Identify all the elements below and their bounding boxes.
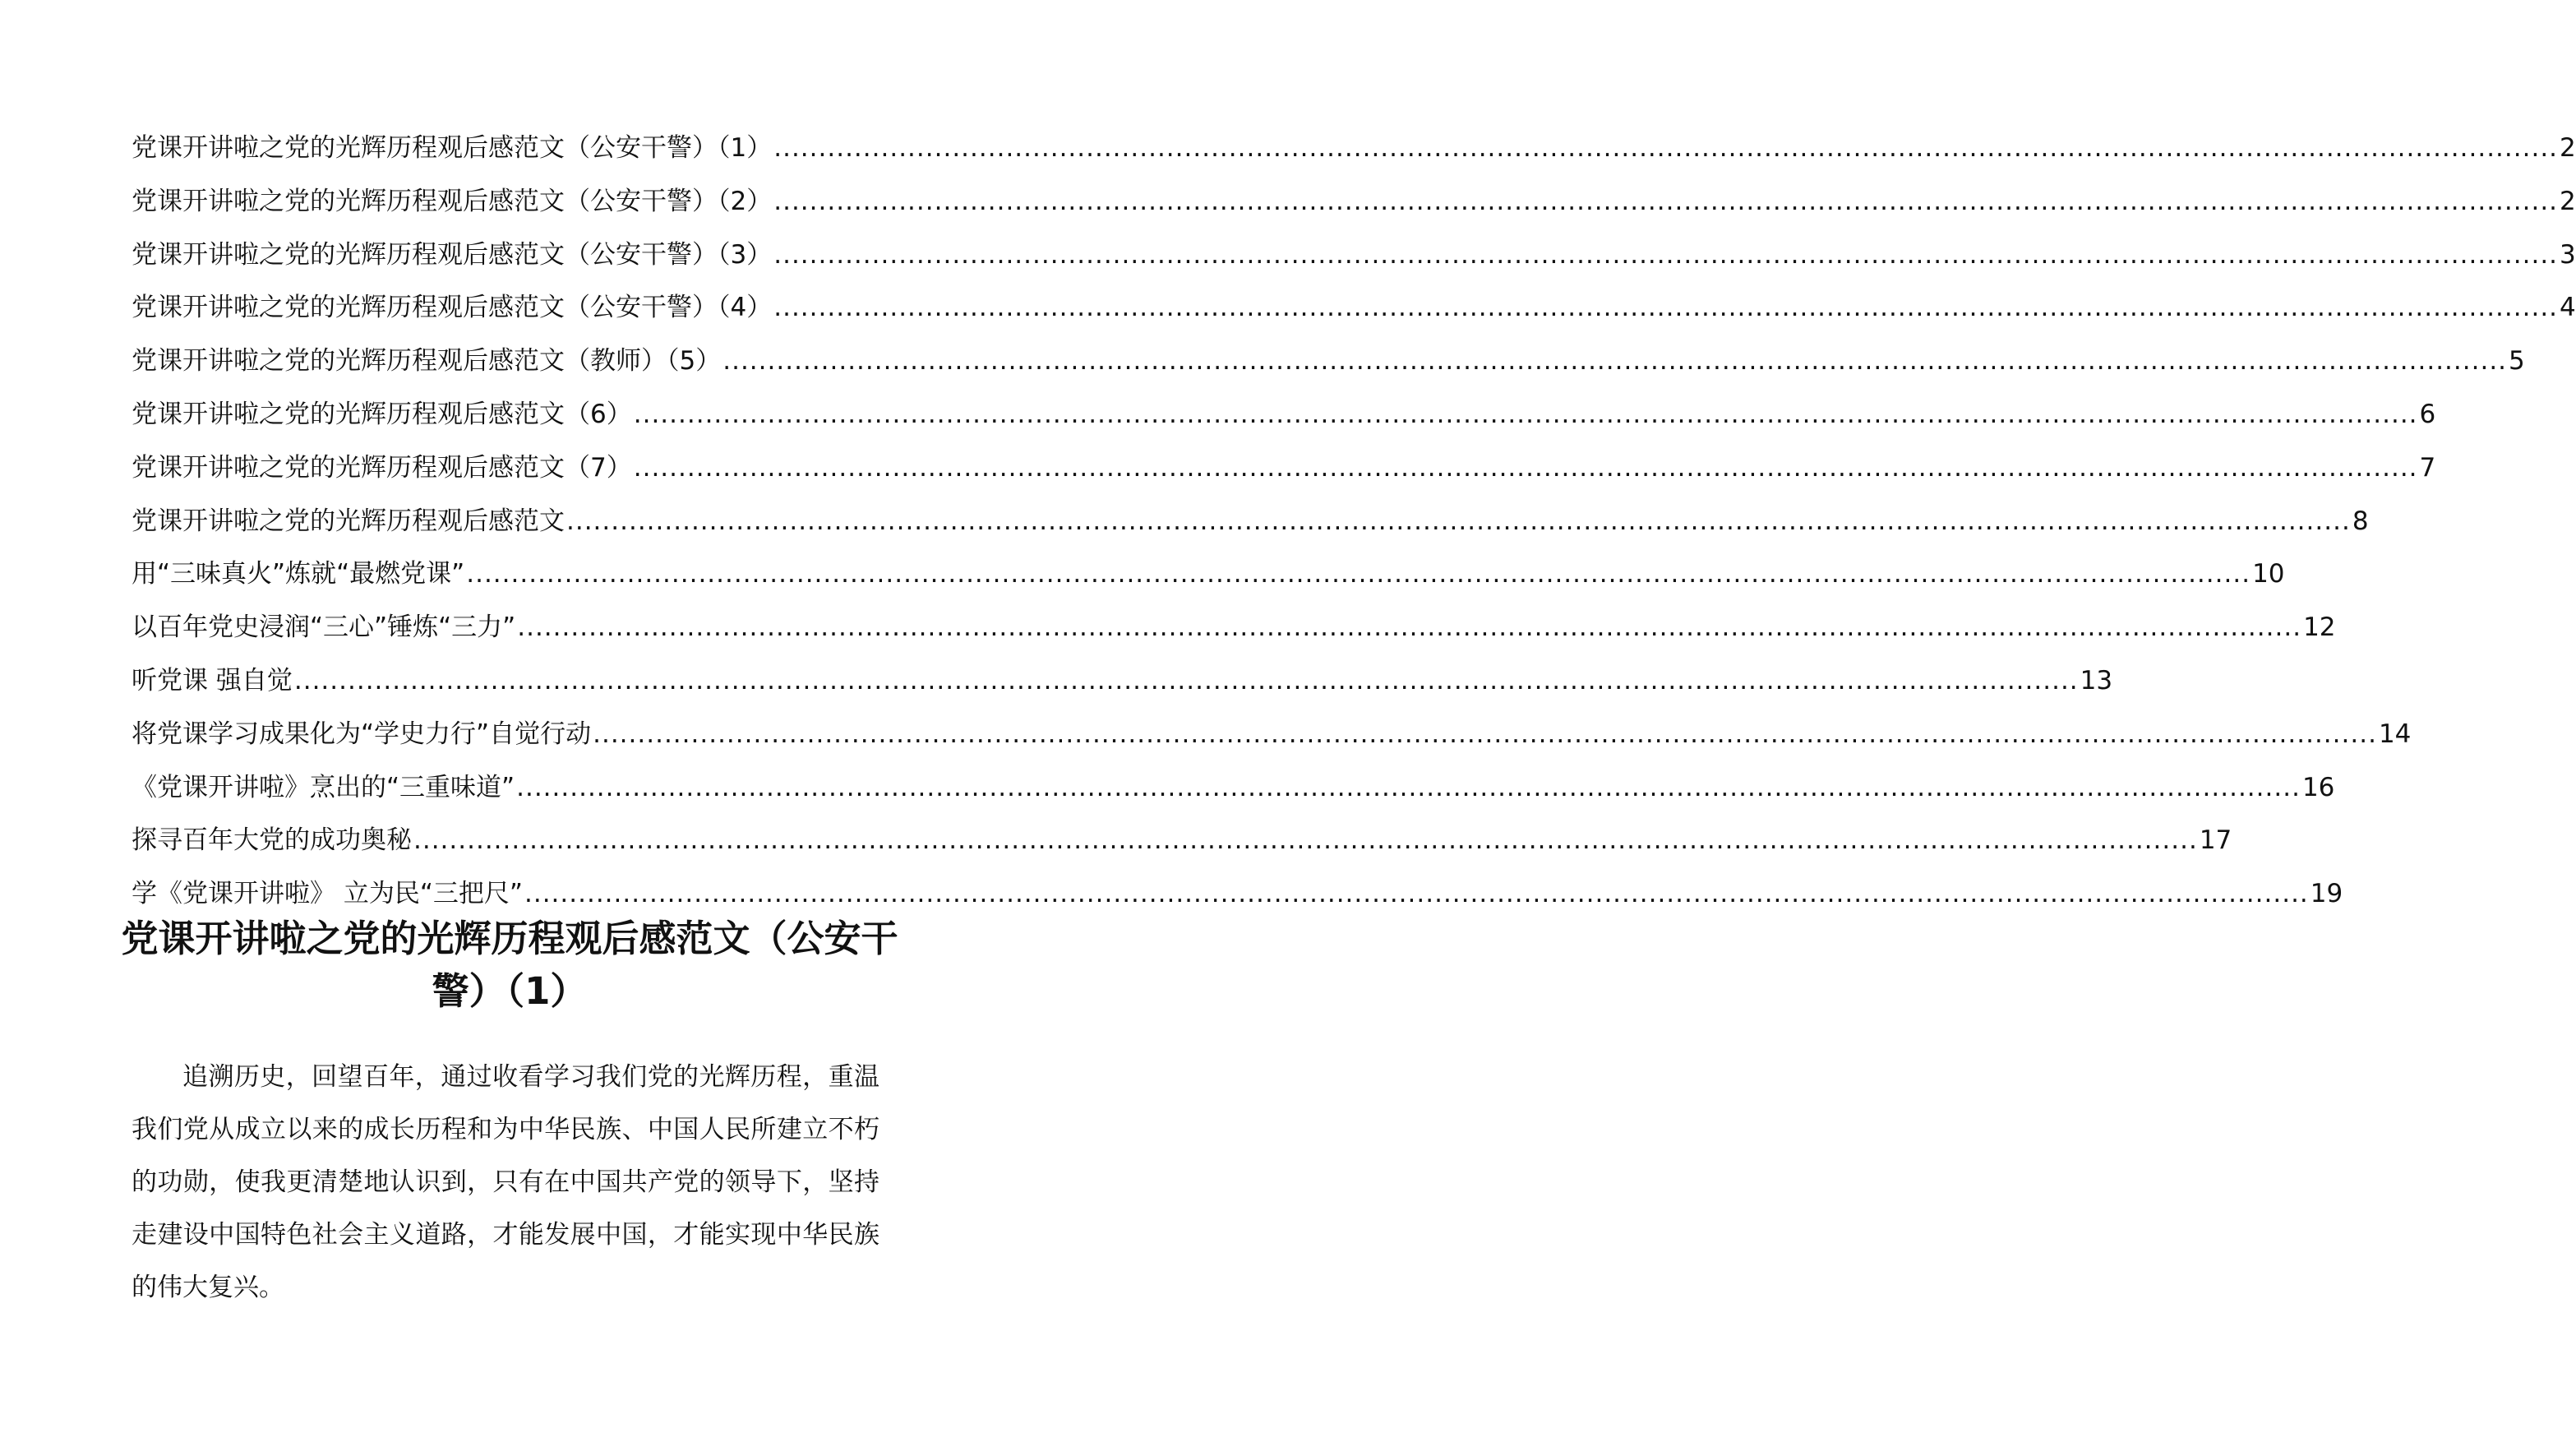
toc-entry-title: 党课开讲啦之党的光辉历程观后感范文（公安干警）（3） — [132, 239, 773, 270]
article-title: 党课开讲啦之党的光辉历程观后感范文（公安干警）（1） — [121, 917, 898, 1013]
toc-leader-dots: ........................................................................................................................................................................................................ — [413, 825, 2198, 856]
toc-leader-dots: ........................................................................................................................................................................................................ — [722, 346, 2508, 377]
toc-entry-title: 党课开讲啦之党的光辉历程观后感范文（公安干警）（4） — [132, 293, 773, 323]
table-of-contents — [132, 122, 2576, 921]
toc-leader-dots: ........................................................................................................................................................................................................ — [593, 719, 2377, 749]
toc-entry[interactable] — [132, 708, 2412, 761]
toc-page-number: 13 — [2080, 665, 2113, 696]
toc-page-number: 14 — [2378, 719, 2412, 749]
toc-entry-title: 党课开讲啦之党的光辉历程观后感范文（7） — [132, 452, 632, 483]
toc-entry-title: 听党课 强自觉 — [132, 665, 293, 696]
toc-entry[interactable] — [132, 229, 2576, 282]
toc-page-number: 5 — [2509, 346, 2525, 377]
toc-entry-title: 《党课开讲啦》烹出的“三重味道” — [132, 772, 515, 802]
toc-entry-title: 党课开讲啦之党的光辉历程观后感范文（6） — [132, 399, 632, 429]
toc-leader-dots: ........................................................................................................................................................................................................ — [773, 239, 2559, 270]
toc-leader-dots: ........................................................................................................................................................................................................ — [773, 186, 2559, 216]
toc-entry[interactable] — [132, 441, 2436, 495]
toc-entry[interactable] — [132, 761, 2335, 815]
toc-entry[interactable] — [132, 388, 2436, 441]
toc-entry-title: 党课开讲啦之党的光辉历程观后感范文（公安干警）（2） — [132, 186, 773, 216]
toc-page-number: 8 — [2352, 506, 2369, 536]
toc-entry[interactable] — [132, 548, 2285, 601]
toc-entry[interactable] — [132, 814, 2232, 867]
toc-entry[interactable] — [132, 122, 2576, 175]
toc-leader-dots: ........................................................................................................................................................................................................ — [466, 559, 2251, 589]
toc-leader-dots: ........................................................................................................................................................................................................ — [773, 293, 2559, 323]
toc-page-number: 3 — [2560, 239, 2576, 270]
toc-leader-dots: ........................................................................................................................................................................................................ — [773, 133, 2559, 163]
toc-entry-title: 党课开讲啦之党的光辉历程观后感范文（公安干警）（1） — [132, 133, 773, 163]
toc-entry-title: 党课开讲啦之党的光辉历程观后感范文（教师）（5） — [132, 346, 722, 377]
toc-page-number: 12 — [2303, 612, 2336, 643]
toc-entry[interactable] — [132, 281, 2576, 335]
toc-entry[interactable] — [132, 601, 2336, 654]
toc-entry-title: 探寻百年大党的成功奥秘 — [132, 825, 412, 856]
toc-entry[interactable] — [132, 175, 2576, 229]
toc-page-number: 10 — [2252, 559, 2285, 589]
toc-entry-title: 以百年党史浸润“三心”锤炼“三力” — [132, 612, 516, 643]
toc-page-number: 2 — [2560, 186, 2576, 216]
toc-entry[interactable] — [132, 495, 2369, 548]
toc-leader-dots: ........................................................................................................................................................................................................ — [517, 612, 2302, 643]
toc-leader-dots: ........................................................................................................................................................................................................ — [566, 506, 2351, 536]
toc-entry-title: 党课开讲啦之党的光辉历程观后感范文 — [132, 506, 565, 536]
article-paragraph: 追溯历史，回望百年，通过收看学习我们党的光辉历程，重温我们党从成立以来的成长历程和为中华民族、中国人民所建立不朽的功勋，使我更清楚地认识到，只有在中国共产党的领导下，坚持走建设中国特色社会主义道路，才能发展中国，才能实现中华民族的伟大复兴。 — [132, 1062, 879, 1302]
toc-entry[interactable] — [132, 335, 2525, 388]
toc-page-number: 19 — [2310, 879, 2343, 909]
toc-page-number: 2 — [2560, 133, 2576, 163]
toc-page-number: 6 — [2419, 399, 2436, 429]
toc-page-number: 4 — [2560, 293, 2576, 323]
toc-leader-dots: ........................................................................................................................................................................................................ — [524, 879, 2309, 909]
toc-leader-dots: ........................................................................................................................................................................................................ — [293, 665, 2079, 696]
toc-leader-dots: ........................................................................................................................................................................................................ — [516, 772, 2301, 802]
toc-entry-title: 用“三味真火”炼就“最燃党课” — [132, 559, 465, 589]
toc-entry-title: 将党课学习成果化为“学史力行”自觉行动 — [132, 719, 592, 749]
toc-page-number: 16 — [2301, 772, 2335, 802]
toc-entry-title: 学《党课开讲啦》 立为民“三把尺” — [132, 879, 523, 909]
toc-entry[interactable] — [132, 654, 2113, 708]
toc-leader-dots: ........................................................................................................................................................................................................ — [633, 399, 2418, 429]
toc-leader-dots: ........................................................................................................................................................................................................ — [633, 452, 2418, 483]
toc-page-number: 17 — [2199, 825, 2232, 856]
toc-page-number: 7 — [2419, 452, 2436, 483]
